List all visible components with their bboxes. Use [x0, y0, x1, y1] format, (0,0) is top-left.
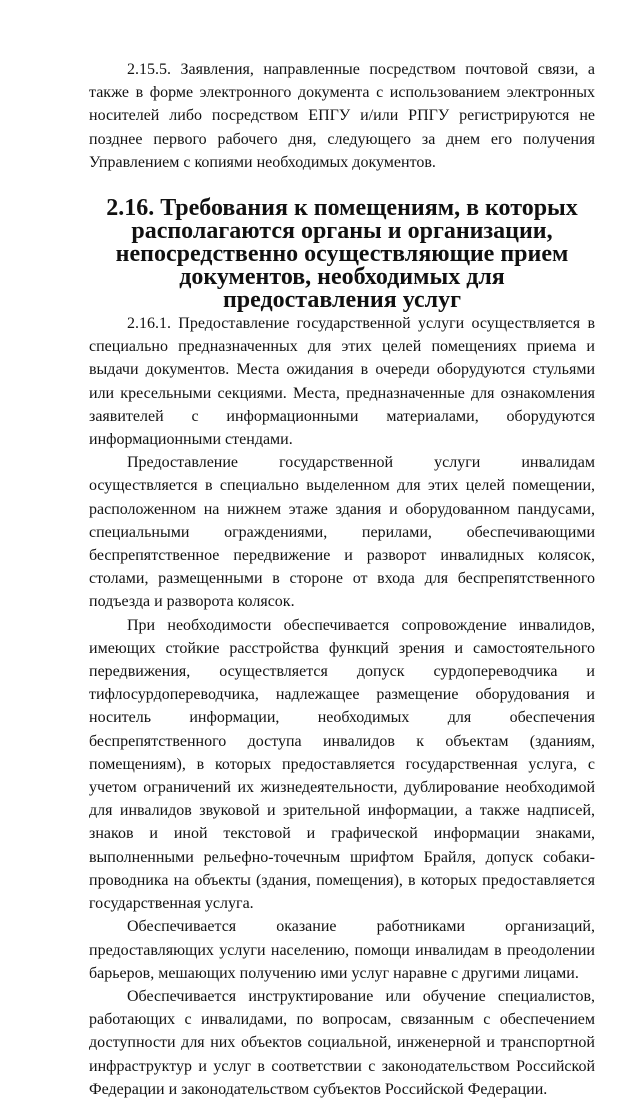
paragraph-staff-help: Обеспечивается оказание работниками организаций, предоставляющих услуги населению, помощи инвалидам в преодолении барьеров, мешающих получению ими услуг наравне с другими лицами.	[89, 918, 595, 982]
document-page	[89, 58, 595, 1101]
paragraph-disabled-assistance: При необходимости обеспечивается сопровождение инвалидов, имеющих стойкие расстройства функций зрения и самостоятельного передвижения, осуществляется допуск сурдопереводчика и тифлосурдопереводчика, надлежащее размещение оборудования и носитель информации, необходимых для обеспечения беспрепятственного доступа инвалидов к объектам (зданиям, помещениям), в которых предоставляется государственная услуга, с учетом ограничений их жизнедеятельности, дублирование необходимой для инвалидов звуковой и зрительной информации, а также надписей, знаков и иной текстовой и графической информации знаками, выполненными рельефно-точечным шрифтом Брайля, допуск собаки-проводника на объекты (здания, помещения), в которых предоставляется государственная услуга.	[89, 616, 595, 913]
paragraph-staff-training: Обеспечивается инструктирование или обучение специалистов, работающих с инвалидами, по вопросам, связанным с обеспечением доступности для них объектов социальной, инженерной и транспортной инфраструктур и услуг в соответствии с законодательством Российской Федерации и законодательством субъектов Российской Федерации.	[89, 987, 595, 1098]
section-heading-2-16: 2.16. Требования к помещениям, в которых располагаются органы и организации, непосредственно осуществляющие прием документов, необходимых для предоставления услуг	[106, 195, 578, 314]
paragraph-disabled-access-premises: Предоставление государственной услуги инвалидам осуществляется в специально выделенном для этих целей помещении, расположенном на нижнем этаже здания и оборудованном пандусами, специальными ограждениями, перилами, обеспечивающими беспрепятственное передвижение и разворот инвалидных колясок, столами, размещенными в стороне от входа для беспрепятственного подъезда и разворота колясок.	[89, 454, 595, 611]
paragraph-2-15-5: 2.15.5. Заявления, направленные посредством почтовой связи, а также в форме электронного документа с использованием электронных носителей либо посредством ЕПГУ и/или РПГУ регистрируются не позднее первого рабочего дня, следующего за днем его получения Управлением с копиями необходимых документов.	[89, 61, 595, 171]
paragraph-2-16-1: 2.16.1. Предоставление государственной услуги осуществляется в специально предназначенных для этих целей помещениях приема и выдачи документов. Места ожидания в очереди оборудуются стульями или кресельными секциями. Места, предназначенные для ознакомления заявителей с информационными материалами, оборудуются информационными стендами.	[89, 315, 595, 449]
